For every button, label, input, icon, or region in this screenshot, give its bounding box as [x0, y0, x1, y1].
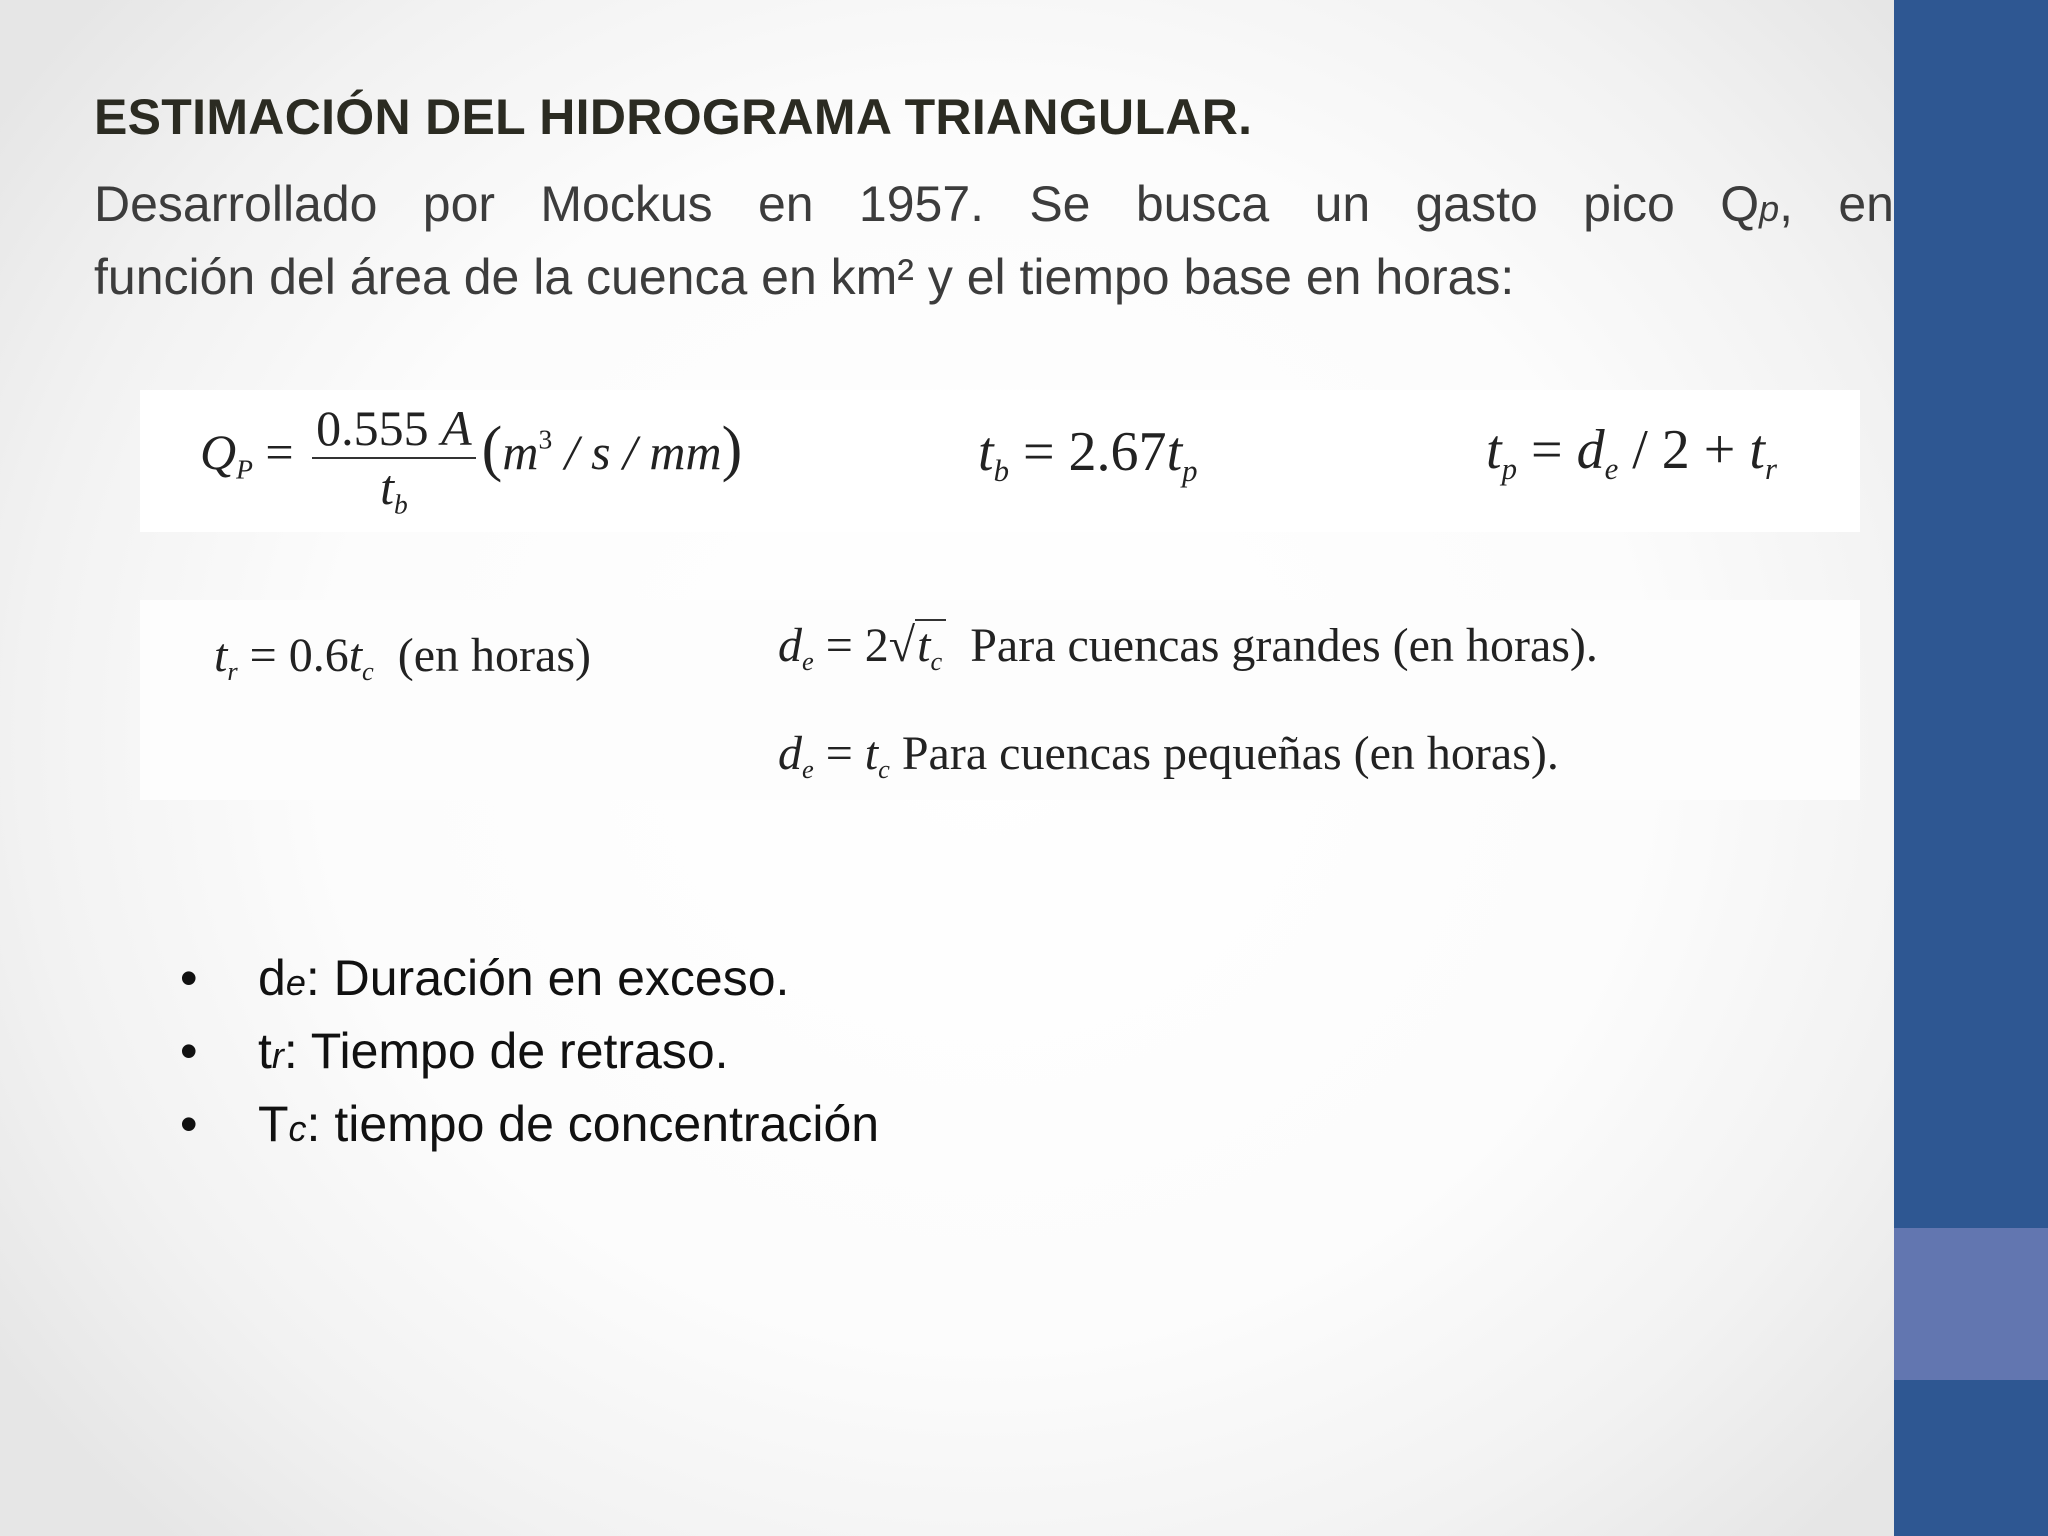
sqrt-radicand: [915, 619, 946, 677]
tb-rhs-var: t: [1166, 421, 1183, 483]
qp-comma: ,: [1779, 176, 1794, 232]
bullet-text: : Tiempo de retraso.: [283, 1023, 729, 1079]
intro-line-1: [94, 170, 1894, 243]
qp-numerator: [312, 402, 476, 459]
tp-mid: / 2 +: [1618, 419, 1750, 481]
intro-paragraph: [94, 170, 1894, 311]
definitions-list: [180, 944, 879, 1163]
tr-note: (en horas): [397, 629, 592, 682]
qp-fraction: [312, 400, 476, 520]
intro-line-2: función del área de la cuenca en km² y el tiempo base en horas:: [94, 249, 1515, 305]
de-small-equals: =: [813, 727, 865, 780]
tr-lhs-sub: r: [227, 656, 238, 687]
qp-unit-close: ): [721, 414, 743, 483]
de-small-rhs-var: t: [864, 727, 879, 780]
qp-equals: =: [265, 423, 294, 480]
qp-den-sub: b: [393, 488, 408, 520]
intro-qp: [1720, 170, 1793, 243]
qp-unit-m: m: [502, 423, 539, 480]
bullet-text: : Duración en exceso.: [305, 950, 790, 1006]
tp-lhs-sub: p: [1501, 451, 1517, 486]
tp-d-sub: e: [1604, 451, 1619, 486]
bullet-sub: e: [285, 962, 306, 1003]
tp-equals: =: [1516, 419, 1577, 481]
intro-word: 1957.: [858, 176, 985, 232]
intro-word: gasto: [1415, 176, 1538, 232]
tp-lhs: t: [1486, 419, 1502, 481]
intro-word: en: [1838, 176, 1894, 232]
intro-word: en: [757, 176, 814, 232]
tr-lhs: t: [214, 629, 228, 682]
qp-unit-open: (: [481, 414, 503, 483]
qp-num-const: 0.555: [316, 400, 429, 456]
de-large-equals: = 2: [813, 619, 889, 672]
de-large-rad-var: t: [917, 619, 931, 672]
intro-word: por: [422, 176, 496, 232]
equation-tp: [1486, 418, 1777, 486]
tr-rhs-var: t: [348, 629, 363, 682]
qp-lhs-sub: P: [236, 453, 253, 485]
equation-de-large: [778, 618, 1598, 677]
side-bar-accent: [1894, 1228, 2048, 1380]
tb-equals: = 2.67: [1008, 421, 1167, 483]
tr-equals: = 0.6: [237, 629, 349, 682]
tp-t-sub: r: [1764, 451, 1777, 486]
bullet-text: : tiempo de concentración: [306, 1096, 880, 1152]
qp-den-var: t: [380, 458, 394, 515]
tp-t: t: [1749, 419, 1765, 481]
sqrt-symbol: √: [888, 619, 916, 672]
bullet-sub: c: [288, 1108, 307, 1149]
tr-rhs-sub: c: [362, 656, 374, 687]
intro-word: Desarrollado: [94, 176, 378, 232]
de-small-lhs: d: [778, 727, 802, 780]
intro-word: pico: [1583, 176, 1675, 232]
qp-denominator: [312, 458, 476, 520]
qp-sub: p: [1759, 188, 1780, 229]
bullet-base: T: [258, 1096, 289, 1152]
equation-tb: [978, 420, 1198, 488]
de-large-rad-sub: c: [930, 646, 943, 677]
intro-word: busca: [1135, 176, 1270, 232]
qp-num-var: A: [441, 400, 472, 456]
tp-d: d: [1576, 419, 1605, 481]
bullet-sub: r: [271, 1035, 284, 1076]
equation-de-small: [778, 726, 1559, 785]
list-item: [180, 944, 879, 1017]
qp-base: Q: [1720, 176, 1760, 232]
intro-word: un: [1314, 176, 1371, 232]
intro-word: Mockus: [540, 176, 713, 232]
equation-tr: [214, 628, 592, 687]
tb-lhs-sub: b: [993, 453, 1009, 488]
tb-rhs-sub: p: [1182, 453, 1198, 488]
intro-word: Se: [1029, 176, 1091, 232]
equation-qp: [200, 400, 743, 520]
de-small-rhs-sub: c: [878, 754, 890, 785]
list-item: [180, 1017, 879, 1090]
qp-lhs: Q: [200, 423, 237, 480]
de-small-lhs-sub: e: [802, 754, 814, 785]
de-large-lhs-sub: e: [802, 646, 814, 677]
bullet-base: d: [258, 950, 286, 1006]
qp-unit-rest: / s / mm: [552, 423, 722, 480]
qp-unit-sup: 3: [538, 423, 553, 455]
de-large-note: Para cuencas grandes (en horas).: [970, 619, 1598, 672]
list-item: [180, 1090, 879, 1163]
de-large-lhs: d: [778, 619, 802, 672]
de-small-note: Para cuencas pequeñas (en horas).: [901, 727, 1559, 780]
tb-lhs: t: [978, 421, 994, 483]
slide-title: ESTIMACIÓN DEL HIDROGRAMA TRIANGULAR.: [94, 89, 1253, 145]
bullet-base: t: [258, 1023, 272, 1079]
